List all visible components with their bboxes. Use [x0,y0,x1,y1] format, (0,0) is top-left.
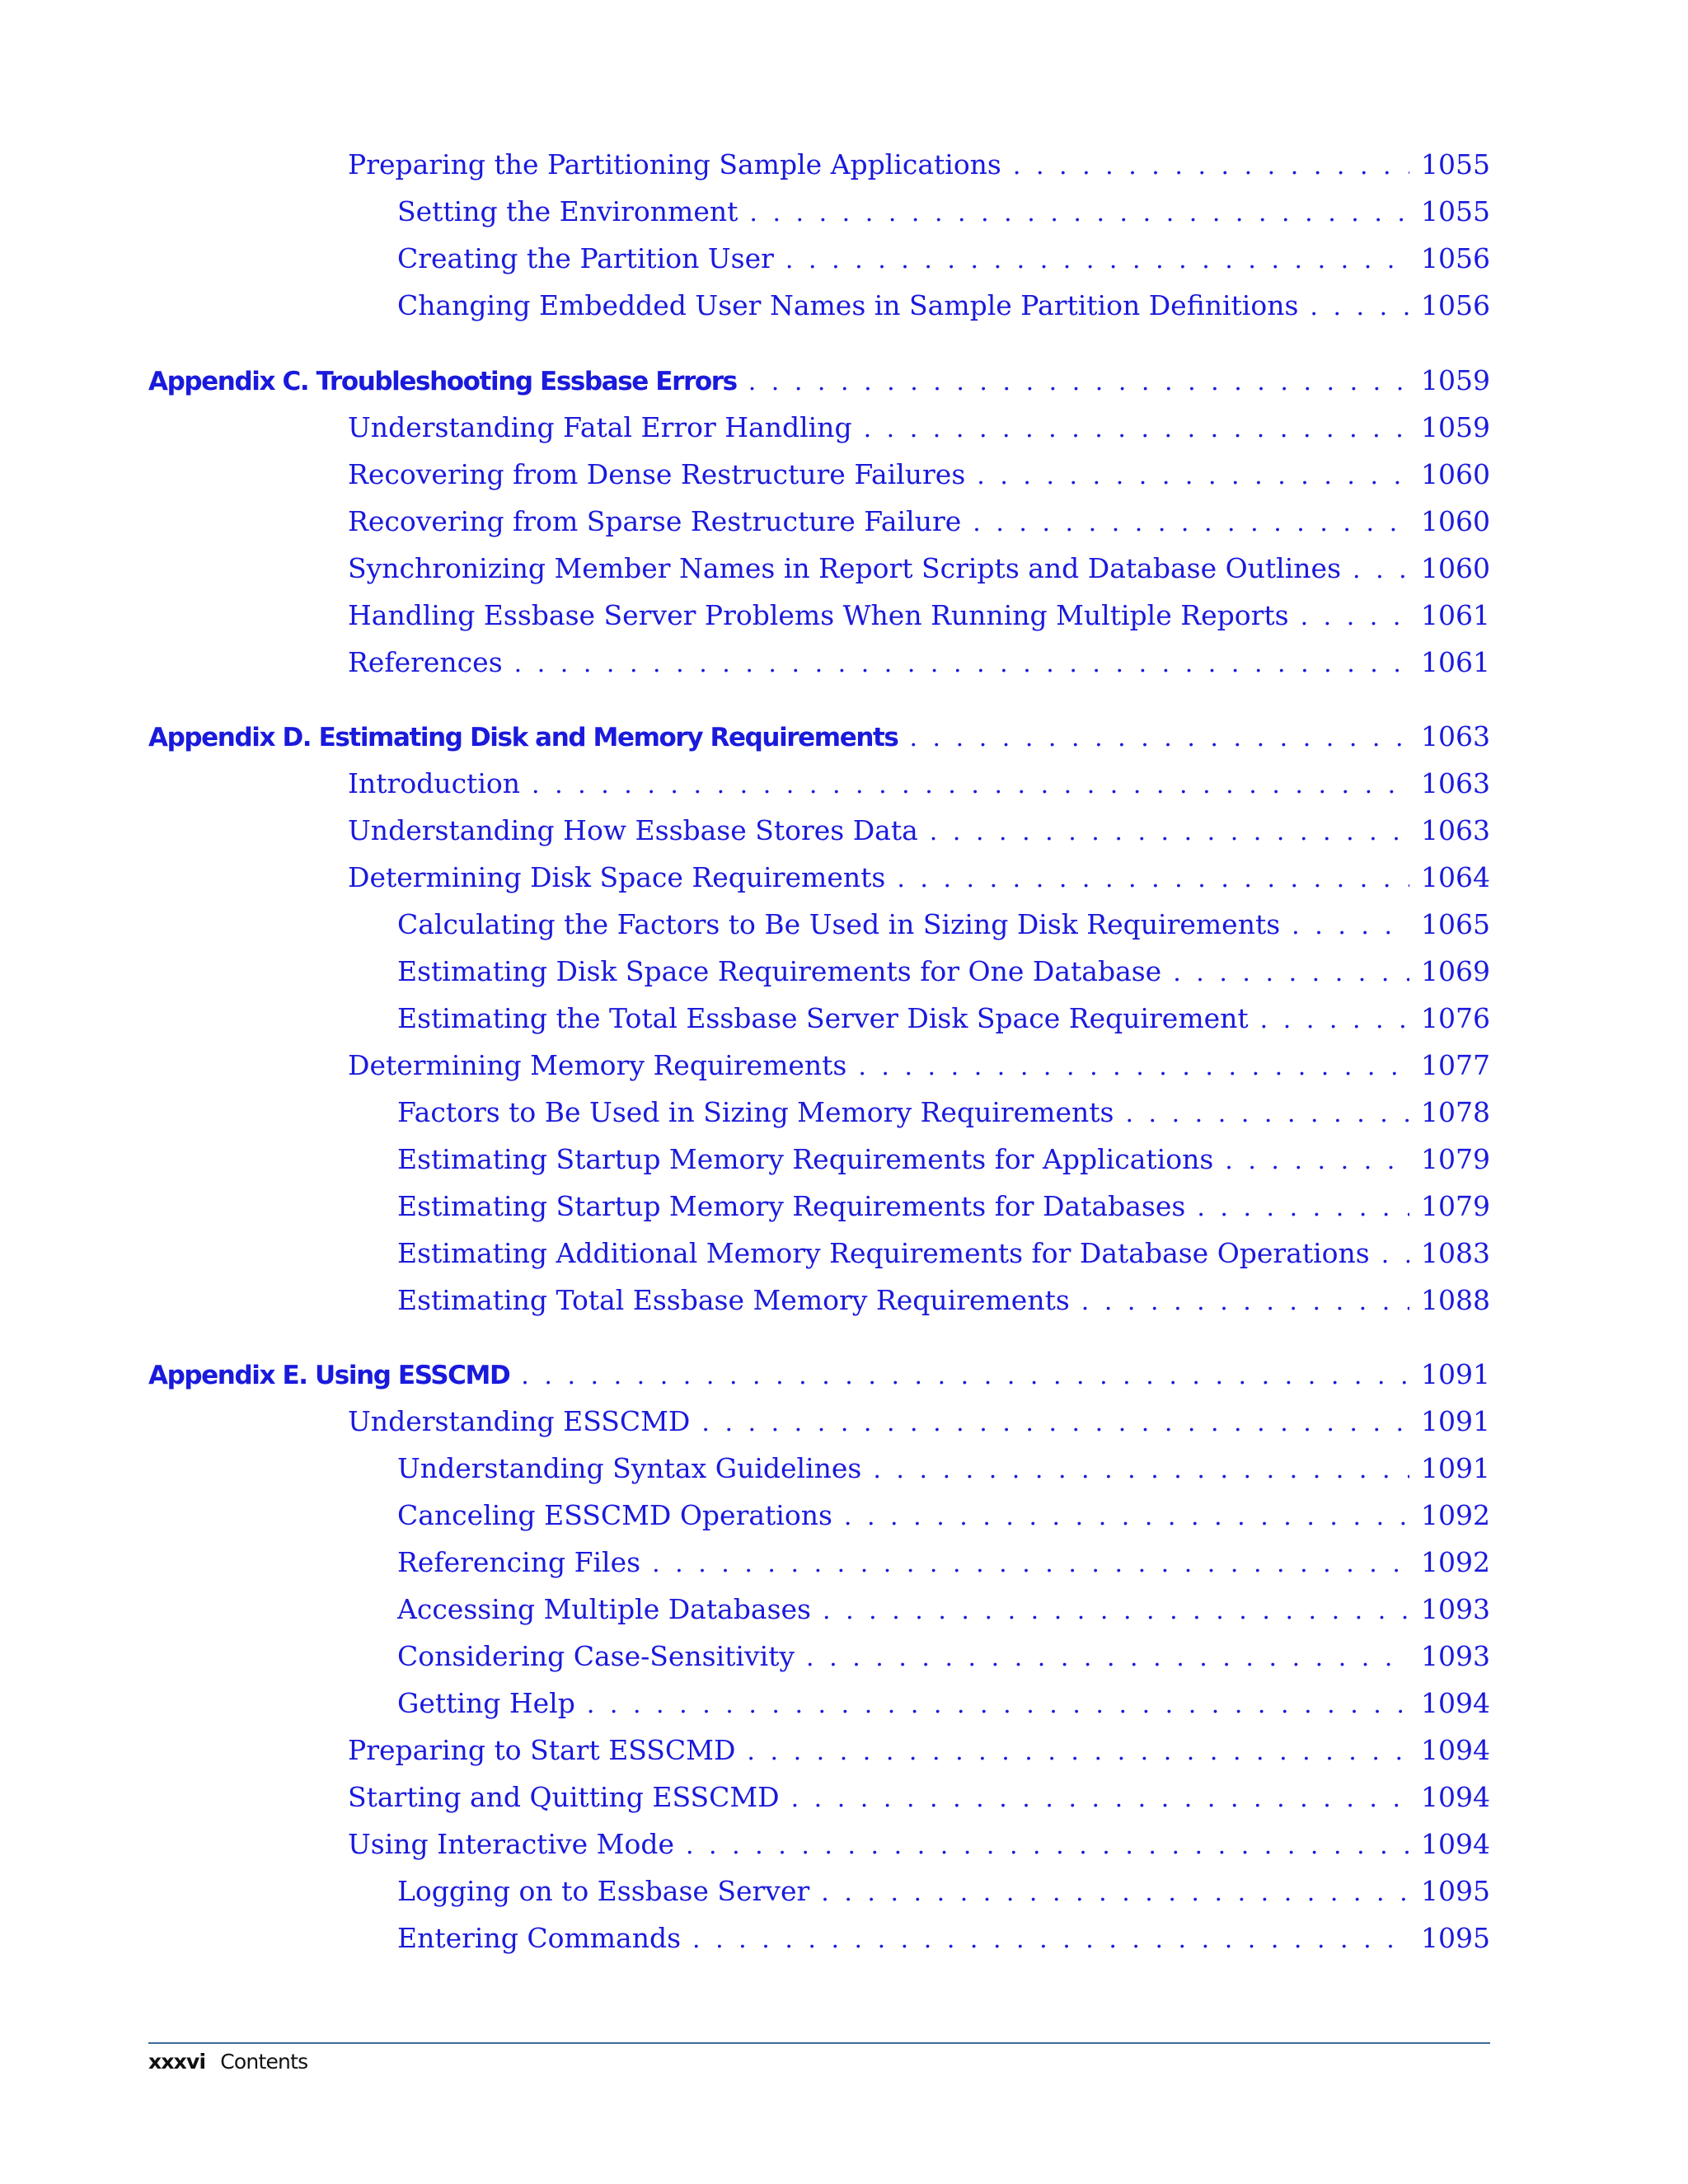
toc-entry-multiple-databases[interactable] [397,1591,1490,1629]
toc-entry-title: Understanding ESSCMD [348,1405,691,1437]
toc-entry-total-disk-space[interactable] [397,1001,1490,1038]
toc-page-number: 1094 [1421,1781,1490,1813]
toc-page-number: 1091 [1421,1452,1490,1484]
toc-page-number: 1095 [1421,1922,1490,1954]
toc-page-number: 1088 [1421,1284,1490,1316]
toc-entry-setting-environment[interactable] [397,194,1490,232]
toc-entry-references[interactable] [348,644,1490,682]
toc-entry-title: Changing Embedded User Names in Sample Partition Definitions [397,289,1299,321]
toc-entry-title: Understanding How Essbase Stores Data [348,814,918,846]
dot-leader [748,364,1409,401]
dot-leader [858,1049,1409,1085]
toc-page-number: 1056 [1421,289,1490,321]
toc-page-number: 1059 [1421,364,1490,396]
toc-appendix-c[interactable] [148,363,1490,401]
toc-entry-introduction[interactable] [348,766,1490,804]
dot-leader [514,646,1409,682]
toc-page-number: 1093 [1421,1593,1490,1625]
toc-entry-title: Creating the Partition User [397,242,774,274]
toc-entry-title: Preparing the Partitioning Sample Applications [348,148,1001,180]
dot-leader [747,1734,1409,1770]
toc-entry-title: Estimating Additional Memory Requirements for Database Operations [397,1237,1370,1269]
page-folio: xxxvi [148,2050,206,2074]
toc-entry-title: Estimating Total Essbase Memory Requirements [397,1284,1070,1316]
toc-entry-title: Factors to Be Used in Sizing Memory Requirements [397,1096,1114,1128]
dot-leader [1225,1143,1409,1179]
toc-page-number: 1063 [1421,767,1490,799]
toc-entry-case-sensitivity[interactable] [397,1638,1490,1676]
toc-entry-title: Estimating Startup Memory Requirements for Applications [397,1143,1214,1175]
dot-leader [749,195,1409,232]
toc-entry-calculating-factors-disk[interactable] [397,907,1490,944]
toc-entry-canceling-operations[interactable] [397,1497,1490,1535]
dot-leader [1260,1002,1409,1038]
dot-leader [785,242,1409,279]
toc-entry-preparing-partitioning-samples[interactable] [348,147,1490,185]
dot-leader [897,861,1409,898]
dot-leader [1310,289,1409,326]
toc-entry-title: Handling Essbase Server Problems When Running Multiple Reports [348,599,1289,631]
dot-leader [909,720,1409,757]
toc-entry-title: Appendix C. Troubleshooting Essbase Errors [148,367,737,396]
toc-entry-title: Setting the Environment [397,195,738,227]
toc-entry-sparse-restructure-failure[interactable] [348,504,1490,541]
toc-page-number: 1060 [1421,552,1490,584]
dot-leader [973,505,1409,541]
dot-leader [823,1593,1409,1629]
dot-leader [806,1640,1409,1676]
toc-entry-syntax-guidelines[interactable] [397,1451,1490,1488]
dot-leader [1197,1190,1409,1226]
toc-entry-title: Recovering from Sparse Restructure Failure [348,505,962,537]
dot-leader [821,1875,1409,1911]
toc-entry-interactive-mode[interactable] [348,1826,1490,1864]
toc-entry-understanding-esscmd[interactable] [348,1404,1490,1441]
toc-page-number: 1094 [1421,1828,1490,1860]
toc-entry-title: Determining Memory Requirements [348,1049,847,1081]
toc-page-number: 1093 [1421,1640,1490,1672]
page-footer [148,2050,307,2074]
toc-entry-title: Referencing Files [397,1546,641,1578]
toc-entry-disk-space-requirements[interactable] [348,860,1490,898]
toc-entry-entering-commands[interactable] [397,1920,1490,1958]
dot-leader [1292,908,1409,944]
toc-entry-referencing-files[interactable] [397,1544,1490,1582]
toc-page-number: 1079 [1421,1190,1490,1222]
toc-entry-title: Using Interactive Mode [348,1828,674,1860]
dot-leader [873,1452,1409,1488]
toc-page-number: 1061 [1421,646,1490,678]
toc-entry-memory-requirements[interactable] [348,1047,1490,1085]
toc-entry-title: Determining Disk Space Requirements [348,861,886,893]
toc-entry-handling-server-problems[interactable] [348,598,1490,635]
toc-entry-how-essbase-stores-data[interactable] [348,813,1490,851]
dot-leader [1173,955,1409,991]
toc-entry-fatal-error-handling[interactable] [348,410,1490,448]
dot-leader [1081,1284,1409,1320]
toc-page-number: 1060 [1421,458,1490,490]
toc-entry-title: Appendix D. Estimating Disk and Memory Requirements [148,723,898,752]
toc-page-number: 1059 [1421,411,1490,443]
toc-entry-title: Recovering from Dense Restructure Failures [348,458,966,490]
toc-appendix-e[interactable] [148,1357,1490,1394]
toc-page-number: 1076 [1421,1002,1490,1034]
toc-entry-title: Introduction [348,767,520,799]
toc-entry-title: Understanding Syntax Guidelines [397,1452,862,1484]
dot-leader [521,1358,1409,1394]
toc-entry-title: Starting and Quitting ESSCMD [348,1781,780,1813]
toc-page-number: 1056 [1421,242,1490,274]
toc-page-number: 1083 [1421,1237,1490,1269]
toc-page-number: 1055 [1421,195,1490,227]
dot-leader [1125,1096,1409,1132]
running-footer-label: Contents [220,2050,308,2074]
dot-leader [791,1781,1409,1817]
toc-page-number: 1094 [1421,1734,1490,1766]
toc-page-number: 1077 [1421,1049,1490,1081]
toc-entry-title: Estimating Startup Memory Requirements for Databases [397,1190,1186,1222]
dot-leader [1353,552,1409,588]
dot-leader [652,1546,1409,1582]
toc-page-number: 1060 [1421,505,1490,537]
toc-entry-total-memory[interactable] [397,1282,1490,1320]
toc-page-number: 1061 [1421,599,1490,631]
toc-entry-title: Estimating the Total Essbase Server Disk Space Requirement [397,1002,1249,1034]
toc-page-number: 1092 [1421,1546,1490,1578]
dot-leader [930,814,1409,851]
toc-page-number: 1055 [1421,148,1490,180]
toc-page-number: 1063 [1421,814,1490,846]
toc-entry-disk-space-one-database[interactable] [397,954,1490,991]
toc-page-number: 1095 [1421,1875,1490,1907]
dot-leader [692,1922,1409,1958]
toc-entry-title: Entering Commands [397,1922,682,1954]
toc-entry-title: Getting Help [397,1687,575,1719]
toc-page-number: 1091 [1421,1405,1490,1437]
footer-rule [148,2042,1490,2044]
toc-entry-title: Preparing to Start ESSCMD [348,1734,736,1766]
dot-leader [1013,148,1409,185]
dot-leader [844,1499,1409,1535]
toc-entry-factors-memory[interactable] [397,1094,1490,1132]
dot-leader [864,411,1409,448]
toc-entry-title: References [348,646,503,678]
toc-entry-additional-memory[interactable] [397,1235,1490,1273]
toc-entry-title: Appendix E. Using ESSCMD [148,1361,510,1390]
toc-entry-preparing-start-esscmd[interactable] [348,1732,1490,1770]
toc-entry-startup-memory-applications[interactable] [397,1141,1490,1179]
toc-entry-synchronizing-member-names[interactable] [348,551,1490,588]
toc-entry-creating-partition-user[interactable] [397,241,1490,279]
toc-entry-getting-help[interactable] [397,1685,1490,1723]
toc-page-number: 1091 [1421,1358,1490,1390]
dot-leader [532,767,1409,804]
toc-entry-startup-memory-databases[interactable] [397,1188,1490,1226]
toc-page-number: 1069 [1421,955,1490,987]
dot-leader [701,1405,1409,1441]
dot-leader [1381,1237,1409,1273]
dot-leader [587,1687,1409,1723]
toc-entry-title: Logging on to Essbase Server [397,1875,810,1907]
toc-entry-dense-restructure-failures[interactable] [348,457,1490,494]
toc-entry-title: Accessing Multiple Databases [397,1593,811,1625]
toc-entry-logging-on[interactable] [397,1873,1490,1911]
toc-page-number: 1065 [1421,908,1490,940]
toc-entry-title: Synchronizing Member Names in Report Scripts and Database Outlines [348,552,1341,584]
toc-page-number: 1079 [1421,1143,1490,1175]
toc-entry-title: Canceling ESSCMD Operations [397,1499,832,1531]
toc-page-number: 1078 [1421,1096,1490,1128]
toc-page-number: 1092 [1421,1499,1490,1531]
dot-leader [686,1828,1409,1864]
toc-page-number: 1094 [1421,1687,1490,1719]
toc-entry-title: Estimating Disk Space Requirements for One Database [397,955,1162,987]
toc-entry-changing-embedded-user-names[interactable] [397,288,1490,326]
toc-appendix-d[interactable] [148,719,1490,757]
toc-entry-title: Understanding Fatal Error Handling [348,411,852,443]
toc-entry-starting-quitting-esscmd[interactable] [348,1779,1490,1817]
toc-page-number: 1064 [1421,861,1490,893]
toc-entry-title: Calculating the Factors to Be Used in Sizing Disk Requirements [397,908,1281,940]
dot-leader [977,458,1409,494]
toc-page-number: 1063 [1421,720,1490,752]
toc-entry-title: Considering Case-Sensitivity [397,1640,795,1672]
dot-leader [1301,599,1409,635]
